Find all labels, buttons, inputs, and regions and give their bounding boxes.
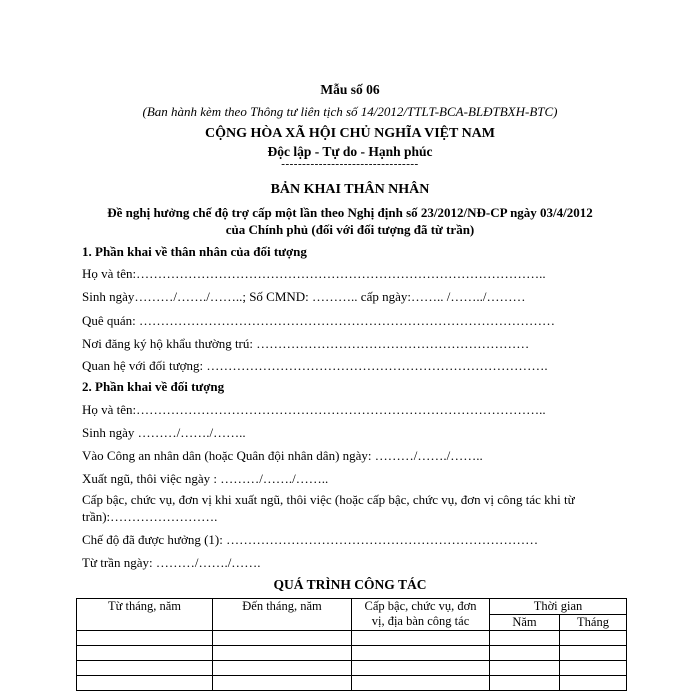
subject-death-date-field[interactable]: Từ trần ngày: ………/……./……. <box>82 555 261 570</box>
col-years: Năm <box>490 615 560 631</box>
table-row <box>77 631 627 646</box>
relative-relation-field[interactable]: Quan hệ với đối tượng: ……………………………………………………………………. <box>82 358 548 373</box>
subject-rank-field-line2[interactable]: trần):……………………. <box>82 509 218 524</box>
col-position-line1: Cấp bậc, chức vụ, đơn <box>364 599 477 613</box>
issuing-circular: (Ban hành kèm theo Thông tư liên tịch số 14/2012/TTLT-BCA-BLĐTBXH-BTC) <box>142 104 558 119</box>
col-from: Từ tháng, năm <box>77 599 213 631</box>
table-row <box>77 661 627 676</box>
work-history-table <box>76 598 627 691</box>
form-subtitle-line1: Đề nghị hưởng chế độ trợ cấp một lần theo Nghị định số 23/2012/NĐ-CP ngày 03/4/2012 <box>107 205 593 220</box>
section1-heading: 1. Phần khai về thân nhân của đối tượng <box>82 244 307 259</box>
country-name: CỘNG HÒA XÃ HỘI CHỦ NGHĨA VIỆT NAM <box>204 126 495 141</box>
subject-enlisted-field[interactable]: Vào Công an nhân dân (hoặc Quân đội nhân dân) ngày: ………/……./…….. <box>82 448 483 463</box>
subject-benefit-field[interactable]: Chế độ đã được hưởng (1): ……………………………………………………………… <box>82 532 539 547</box>
table-row <box>77 646 627 661</box>
relative-residence-field[interactable]: Nơi đăng ký hộ khẩu thường trú: ……………………………………………………… <box>82 336 530 351</box>
form-subtitle-line2: của Chính phủ (đối với đối tượng đã từ trần) <box>225 222 475 237</box>
col-position <box>352 599 490 631</box>
table-row <box>77 676 627 691</box>
relative-birth-id-field[interactable]: Sinh ngày………/……./……..; Số CMND: ……….. cấp ngày:…….. /……../……… <box>82 289 526 304</box>
form-number: Mẫu số 06 <box>320 82 380 97</box>
form-title: BẢN KHAI THÂN NHÂN <box>270 182 430 197</box>
work-history-heading: QUÁ TRÌNH CÔNG TÁC <box>273 577 427 592</box>
section2-heading: 2. Phần khai về đối tượng <box>82 379 225 394</box>
col-months: Tháng <box>560 615 627 631</box>
relative-name-field[interactable]: Họ và tên:………………………………………………………………………………….. <box>82 266 546 281</box>
subject-name-field[interactable]: Họ và tên:………………………………………………………………………………….. <box>82 402 546 417</box>
col-to: Đến tháng, năm <box>213 599 352 631</box>
subject-birth-field[interactable]: Sinh ngày ………/……./…….. <box>82 425 246 440</box>
subject-rank-field-line1[interactable]: Cấp bậc, chức vụ, đơn vị khi xuất ngũ, thôi việc (hoặc cấp bậc, chức vụ, đơn vị công tác khi từ <box>82 492 575 507</box>
relative-hometown-field[interactable]: Quê quán: …………………………………………………………………………………… <box>82 313 556 328</box>
subject-discharged-field[interactable]: Xuất ngũ, thôi việc ngày : ………/……./…….. <box>82 471 329 486</box>
national-motto: Độc lập - Tự do - Hạnh phúc <box>267 144 433 159</box>
motto-divider: --------------------------------- <box>281 158 419 170</box>
col-duration: Thời gian <box>490 599 627 615</box>
col-position-line2: vị, địa bàn công tác <box>371 614 470 628</box>
